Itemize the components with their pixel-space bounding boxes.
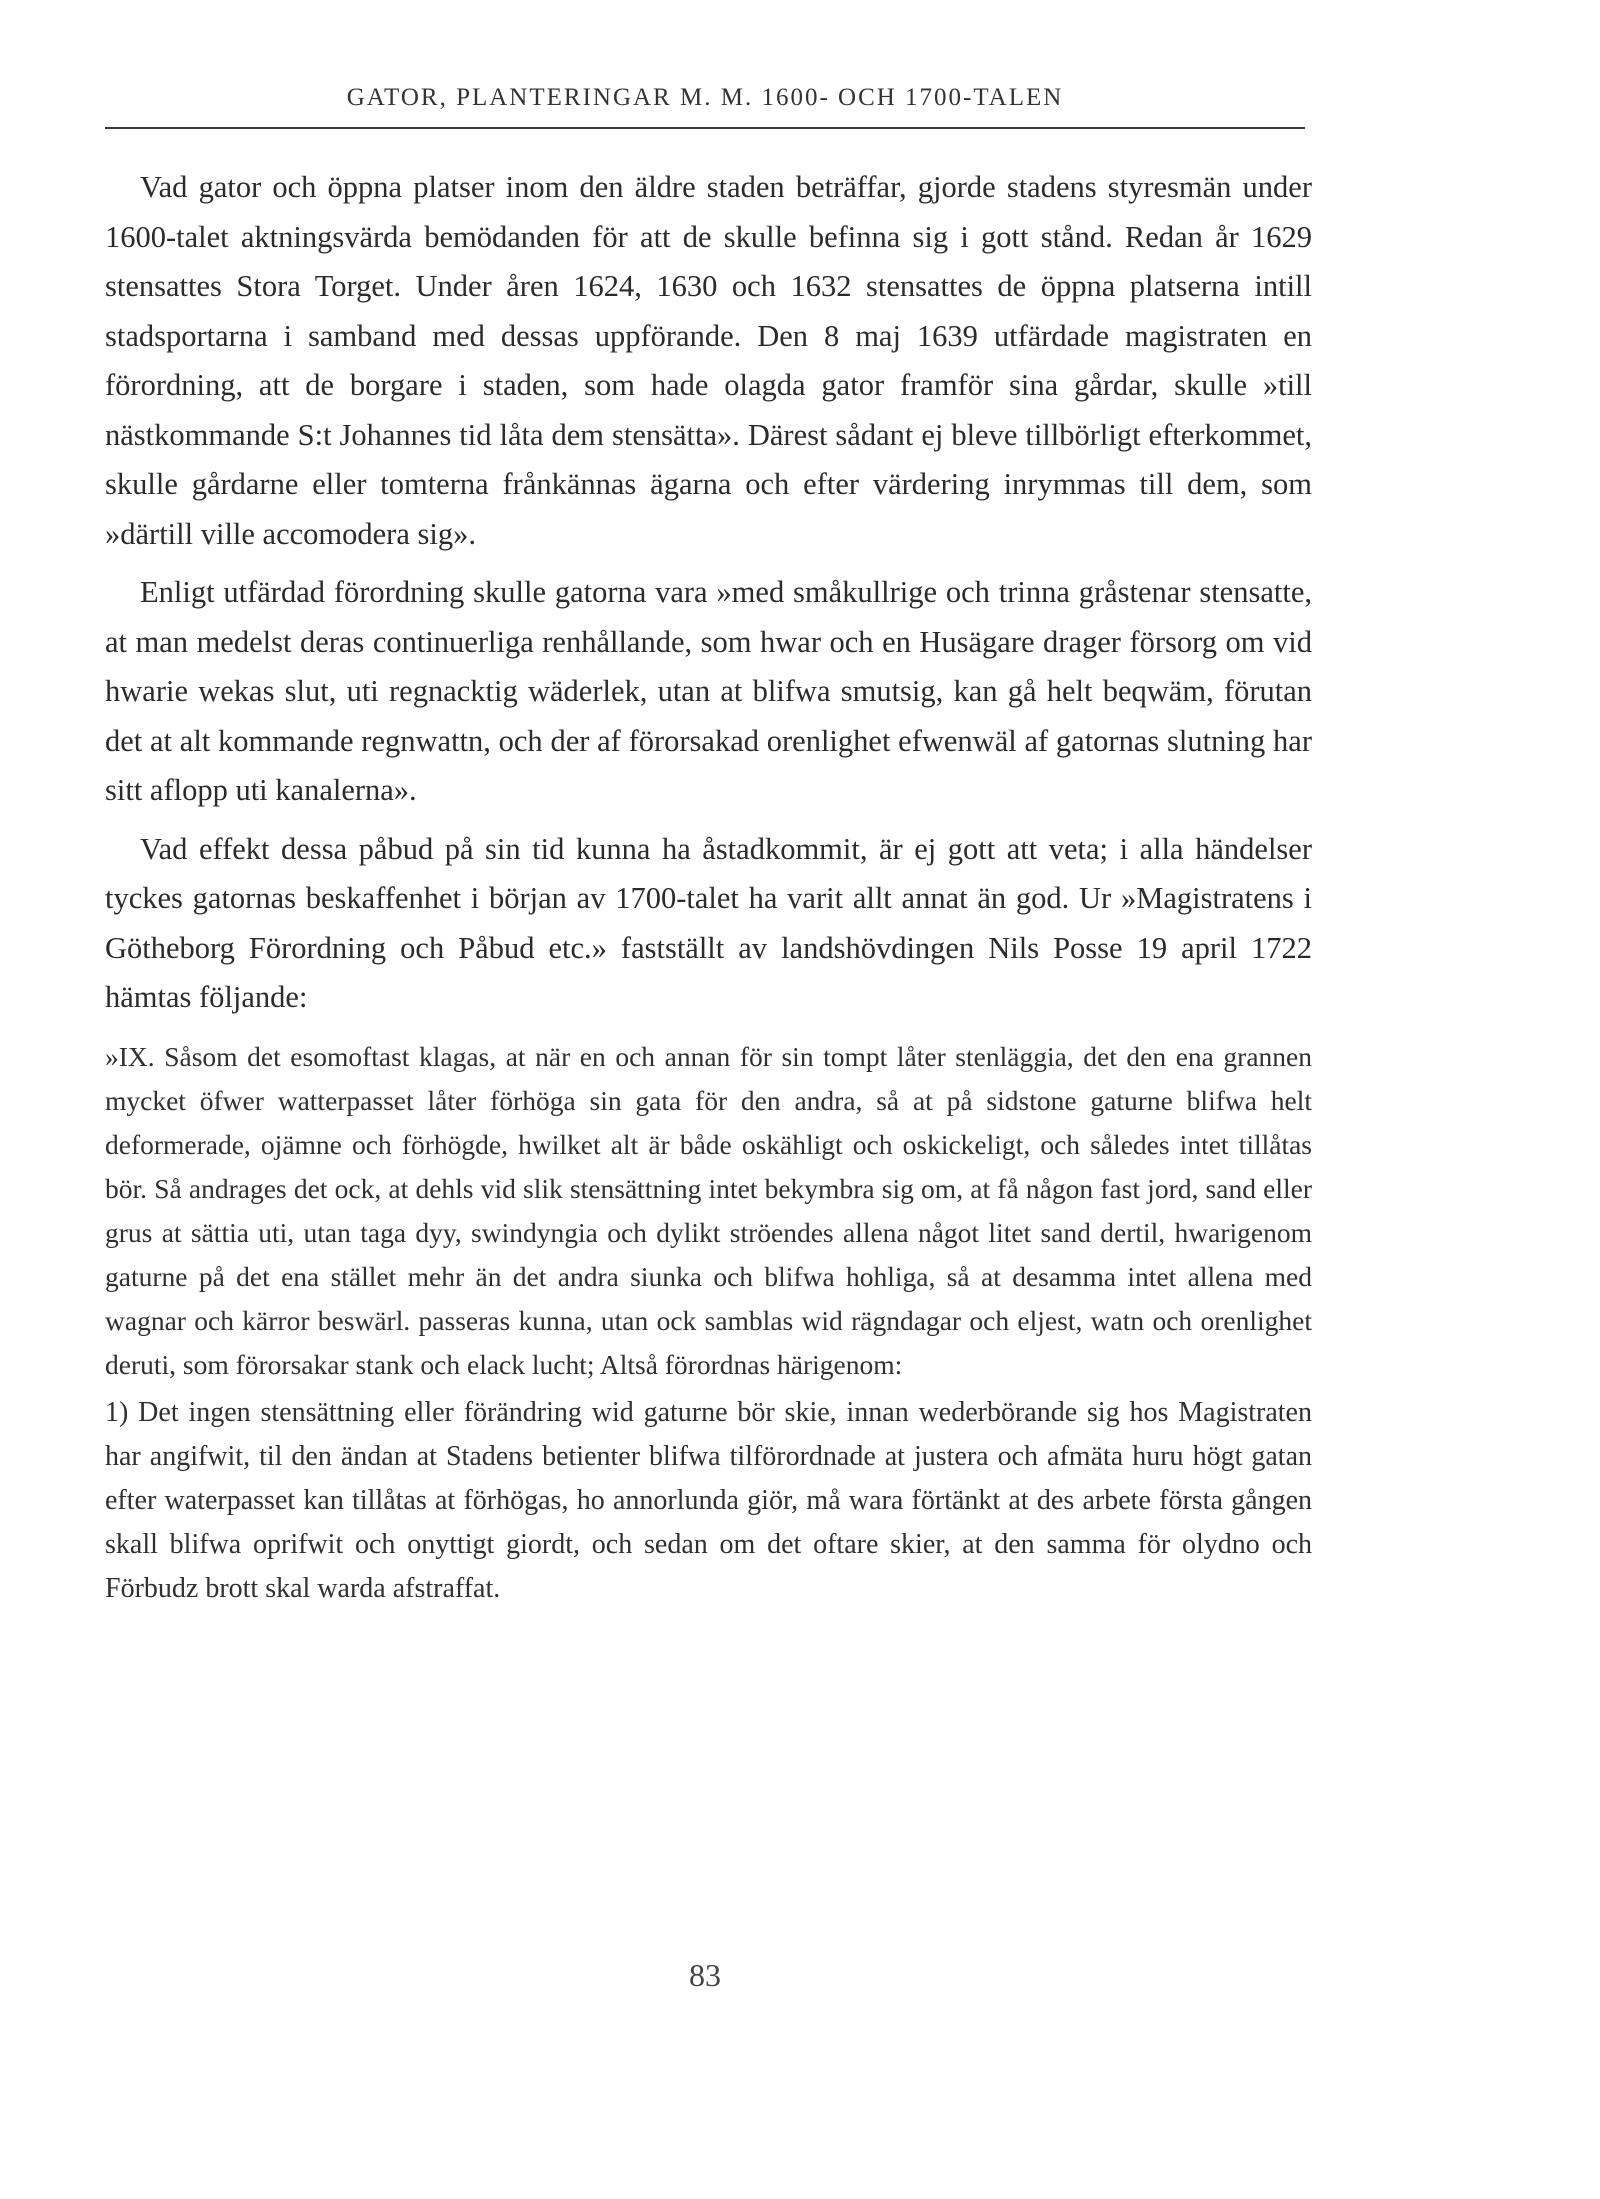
paragraph-3: Vad effekt dessa påbud på sin tid kunna ha åstadkommit, är ej gott att veta; i alla händelser tyckes gatornas beskaffenhet i början av 1700-talet ha varit allt annat än god. Ur »Magistratens i Götheborg Förordning och Påbud etc.» fastställt av landshövdingen Nils Posse 19 april 1722 hämtas följande:	[105, 831, 1312, 1014]
header-rule	[105, 127, 1305, 129]
body-text	[105, 163, 1312, 1615]
running-header: GATOR, PLANTERINGAR M. M. 1600- OCH 1700-TALEN	[346, 84, 1064, 111]
page-number: 83	[689, 1957, 721, 1993]
quote-paragraph-1: »IX. Såsom det esomoftast klagas, at när en och annan för sin tompt låter stenläggia, det den ena grannen mycket öfwer watterpasset låter förhöga sin gata för den andra, så at på sidstone gaturne blifwa helt deformerade, ojämne och förhögde, hwilket alt är både oskähligt och oskickeligt, och således intet tillåtas bör. Så andrages det ock, at dehls vid slik stensättning intet bekymbra sig om, at få någon fast jord, sand eller grus at sättia uti, utan taga dyy, swindyngia och dylikt ströendes allena något litet sand dertil, hwarigenom gaturne på det ena stället mehr än det andra siunka och blifwa hohliga, så at desamma intet allena med wagnar och kärror beswärl. passeras kunna, utan ock samblas wid rägndagar och eljest, watn och orenlighet deruti, som förorsakar stank och elack lucht; Altså förordnas härigenom:	[105, 1040, 1312, 1380]
paragraph-2: Enligt utfärdad förordning skulle gatorna vara »med småkullrige och trinna gråstenar stensatte, at man medelst deras continuerliga renhållande, som hwar och en Husägare drager försorg om vid hwarie wekas slut, uti regnacktig wäderlek, utan at blifwa smutsig, kan gå helt beqwäm, förutan det at alt kommande regnwattn, och der af förorsakad orenlighet efwenwäl af gatornas slutning har sitt aflopp uti kanalerna».	[105, 575, 1312, 807]
quote-paragraph-2: 1) Det ingen stensättning eller förändring wid gaturne bör skie, innan wederbörande sig hos Magistraten har angifwit, til den ändan at Stadens betienter blifwa tilförordnade at justera och afmäta huru högt gatan efter waterpasset kan tillåtas at förhögas, ho annorlunda giör, må wara förtänkt at des arbete första gången skall blifwa oprifwit och onyttigt giordt, och sedan om det oftare skier, at den samma för olydno och Förbudz brott skal warda afstraffat.	[105, 1396, 1312, 1604]
block-quote	[105, 1035, 1312, 1611]
paragraph-1: Vad gator och öppna platser inom den äldre staden beträffar, gjorde stadens styresmän under 1600-talet aktningsvärda bemödanden för att de skulle befinna sig i gott stånd. Redan år 1629 stensattes Stora Torget. Under åren 1624, 1630 och 1632 stensattes de öppna platserna intill stadsportarna i samband med dessas uppförande. Den 8 maj 1639 utfärdade magistraten en förordning, att de borgare i staden, som hade olagda gator framför sina gårdar, skulle »till nästkommande S:t Johannes tid låta dem stensätta». Därest sådant ej bleve tillbörligt efterkommet, skulle gårdarne eller tomterna frånkännas ägarna och efter värdering inrymmas till dem, som »därtill ville accomodera sig».	[105, 170, 1312, 551]
